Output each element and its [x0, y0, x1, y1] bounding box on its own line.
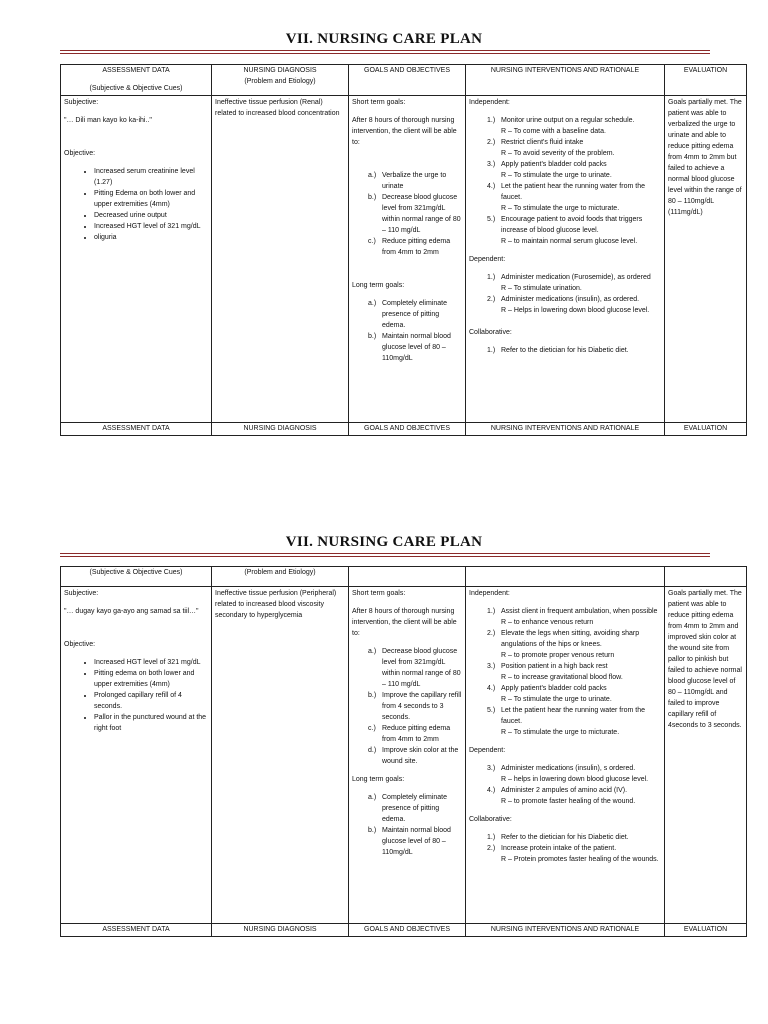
short-term-list [352, 646, 462, 767]
footer-row [61, 423, 747, 436]
header-subtext: (Problem and Etiology) [244, 569, 316, 576]
intervention-number: 4.) [487, 685, 496, 692]
objective-item: • Prolonged capillary refill of 4 seconds. [94, 690, 208, 712]
footer-cell: GOALS AND OBJECTIVES [349, 423, 466, 436]
intervention-text: Restrict client's fluid intake [501, 139, 584, 146]
intervention-text: Encourage patient to avoid foods that triggers increase of blood glucose level. [501, 216, 643, 234]
goal-item [352, 745, 462, 767]
title-rule-2b [60, 556, 710, 557]
objective-item: • Increased HGT level of 321 mg/dL [94, 221, 208, 232]
goal-marker: b.) [368, 692, 377, 699]
goal-item [352, 723, 462, 745]
dependent-label: Dependent: [469, 256, 506, 263]
intervention-number: 3.) [487, 161, 496, 168]
intervention-text: Monitor urine output on a regular schedule. [501, 117, 635, 124]
goal-marker: a.) [368, 172, 377, 179]
objective-item: • Pitting Edema on both lower and upper extremities (4mm) [94, 188, 208, 210]
goal-text: Improve the capillary refill from 4 seconds to 3 seconds. [382, 692, 462, 721]
subjective-quote: "… Dili man kayo ko ka-ihi.." [64, 117, 152, 124]
header-subtext: (Problem and Etiology) [244, 78, 316, 85]
goal-text: Reduce pitting edema from 4mm to 2mm [382, 725, 451, 743]
intervention-number: 5.) [487, 216, 496, 223]
goal-text: Reduce pitting edema from 4mm to 2mm [382, 238, 451, 256]
intervention-number: 1.) [487, 608, 496, 615]
footer-cell: NURSING INTERVENTIONS AND RATIONALE [466, 924, 665, 937]
intervention-text: Apply patient's bladder cold packs [501, 685, 607, 692]
long-term-list [352, 792, 462, 858]
long-term-label: Long term goals: [352, 776, 405, 783]
short-term-label: Short term goals: [352, 590, 406, 597]
goals-cell [349, 96, 466, 423]
intervention-number: 2.) [487, 630, 496, 637]
intervention-item [469, 785, 661, 807]
independent-label: Independent: [469, 590, 510, 597]
goal-text: Maintain normal blood glucose level of 80 – 110mg/dL [382, 333, 451, 362]
diagnosis-cell [212, 96, 349, 423]
goal-marker: a.) [368, 794, 377, 801]
independent-list [469, 115, 661, 247]
footer-cell: NURSING DIAGNOSIS [212, 924, 349, 937]
subjective-quote: "… dugay kayo ga-ayo ang samad sa tiil…" [64, 608, 199, 615]
diagnosis-text: Ineffective tissue perfusion (Renal) related to increased blood concentration [215, 99, 340, 117]
footer-cell: EVALUATION [665, 423, 747, 436]
intervention-item [469, 345, 661, 356]
footer-cell: GOALS AND OBJECTIVES [349, 924, 466, 937]
interventions-cell [466, 587, 665, 924]
header-cell-evaluation [665, 65, 747, 96]
care-plan-table-2 [60, 566, 747, 937]
goal-marker: b.) [368, 333, 377, 340]
intervention-item [469, 832, 661, 843]
rationale-text: R – To stimulate the urge to micturate. [501, 205, 620, 212]
rationale-text: R – to maintain normal serum glucose level. [501, 238, 638, 245]
objective-item: • Increased HGT level of 321 mg/dL [94, 657, 208, 668]
long-term-list [352, 298, 462, 364]
goal-marker: b.) [368, 194, 377, 201]
intervention-number: 1.) [487, 834, 496, 841]
intervention-item [469, 159, 661, 181]
header-row [61, 65, 747, 96]
intervention-item [469, 661, 661, 683]
goal-marker: a.) [368, 648, 377, 655]
intervention-number: 5.) [487, 707, 496, 714]
goal-text: Completely eliminate presence of pitting edema. [382, 794, 447, 823]
dependent-list [469, 763, 661, 807]
evaluation-text: Goals partially met. The patient was able to reduce pitting edema from 4mm to 2mm and improved skin color at the wound site from pallor to pinkish but failed to achieve normal blood glucose level of 80 – 110mg/dL and failed to improve capillary refill of 4seconds to 3 seconds. [668, 590, 742, 729]
rationale-text: R – To avoid severity of the problem. [501, 150, 615, 157]
rationale-text: R – to promote proper venous return [501, 652, 615, 659]
intervention-number: 2.) [487, 845, 496, 852]
care-plan-table-1 [60, 64, 747, 436]
intervention-number: 2.) [487, 139, 496, 146]
goal-item [352, 690, 462, 723]
header-row [61, 567, 747, 587]
goal-item [352, 331, 462, 364]
objective-list [64, 166, 208, 243]
goal-item [352, 825, 462, 858]
footer-cell: ASSESSMENT DATA [61, 423, 212, 436]
rationale-text: R – to promote faster healing of the wound. [501, 798, 636, 805]
intervention-text: Refer to the dietician for his Diabetic diet. [501, 347, 629, 354]
evaluation-text: Goals partially met. The patient was able to verbalized the urge to urinate and able to reduce pitting edema from 4mm to 2mm but failed to achieve a normal blood glucose level within the range of 80 – 110mg/dL (111mg/dL) [668, 99, 742, 216]
intervention-item [469, 683, 661, 705]
diagnosis-cell [212, 587, 349, 924]
intervention-text: Increase protein intake of the patient. [501, 845, 617, 852]
goal-item [352, 298, 462, 331]
independent-list [469, 606, 661, 738]
header-text: EVALUATION [683, 67, 728, 74]
header-text: GOALS AND OBJECTIVES [364, 67, 450, 74]
objective-list [64, 657, 208, 734]
intervention-number: 4.) [487, 183, 496, 190]
header-cell-assessment [61, 65, 212, 96]
goal-marker: b.) [368, 827, 377, 834]
assessment-cell [61, 587, 212, 924]
intervention-number: 3.) [487, 663, 496, 670]
page-title-1: VII. NURSING CARE PLAN [285, 31, 483, 47]
header-text: NURSING DIAGNOSIS [243, 67, 317, 74]
goals-cell [349, 587, 466, 924]
intervention-text: Refer to the dietician for his Diabetic diet. [501, 834, 629, 841]
intervention-text: Let the patient hear the running water from the faucet. [501, 707, 645, 725]
rationale-text: R – Protein promotes faster healing of the wounds. [501, 856, 659, 863]
rationale-text: R – helps in lowering down blood glucose level. [501, 776, 649, 783]
goal-marker: c.) [368, 725, 376, 732]
rationale-text: R – To stimulate urination. [501, 285, 582, 292]
intervention-text: Position patient in a high back rest [501, 663, 608, 670]
intervention-item [469, 294, 661, 316]
rationale-text: R – Helps in lowering down blood glucose level. [501, 307, 650, 314]
header-cell-goals [349, 65, 466, 96]
header-text: NURSING INTERVENTIONS AND RATIONALE [490, 67, 640, 74]
header-cell-diagnosis [212, 65, 349, 96]
header-subtext: (Subjective & Objective Cues) [89, 569, 183, 576]
header-subtext: (Subjective & Objective Cues) [89, 85, 183, 92]
intervention-number: 1.) [487, 117, 496, 124]
rationale-text: R – To stimulate the urge to micturate. [501, 729, 620, 736]
objective-label: Objective: [64, 641, 96, 648]
header-cell-goals [349, 567, 466, 587]
goal-text: Decrease blood glucose level from 321mg/dL within normal range of 80 – 110 mg/dL [382, 648, 461, 688]
rationale-text: R – To come with a baseline data. [501, 128, 606, 135]
intervention-number: 1.) [487, 274, 496, 281]
rationale-text: R – to increase gravitational blood flow. [501, 674, 623, 681]
intervention-text: Apply patient's bladder cold packs [501, 161, 607, 168]
goal-marker: c.) [368, 238, 376, 245]
footer-cell: EVALUATION [665, 924, 747, 937]
intervention-item [469, 115, 661, 137]
objective-item: • Decreased urine output [94, 210, 208, 221]
intervention-number: 3.) [487, 765, 496, 772]
rationale-text: R – to enhance venous return [501, 619, 594, 626]
collaborative-list [469, 345, 661, 356]
goal-item [352, 236, 462, 258]
intervention-item [469, 705, 661, 738]
long-term-label: Long term goals: [352, 282, 405, 289]
intervention-item [469, 272, 661, 294]
header-cell-assessment [61, 567, 212, 587]
page-title-2: VII. NURSING CARE PLAN [285, 534, 483, 550]
goal-item [352, 192, 462, 236]
collaborative-label: Collaborative: [469, 816, 512, 823]
goal-text: Completely eliminate presence of pitting edema. [382, 300, 447, 329]
header-text: ASSESSMENT DATA [102, 67, 170, 74]
subjective-label: Subjective: [64, 590, 99, 597]
objective-item: • Increased serum creatinine level (1.27) [94, 166, 208, 188]
diagnosis-text: Ineffective tissue perfusion (Peripheral) related to increased blood viscosity secondary to hyperglycemia [215, 590, 337, 619]
intervention-text: Assist client in frequent ambulation, when possible [501, 608, 658, 615]
intervention-item [469, 628, 661, 661]
header-cell-evaluation [665, 567, 747, 587]
title-rule-2a [60, 553, 710, 554]
intervention-text: Administer 2 ampules of amino acid (IV). [501, 787, 628, 794]
collaborative-label: Collaborative: [469, 329, 512, 336]
short-term-list [352, 170, 462, 258]
intervention-text: Administer medications (insulin), s ordered. [501, 765, 636, 772]
goal-text: Decrease blood glucose level from 321mg/dL within normal range of 80 – 110 mg/dL [382, 194, 461, 234]
intervention-text: Let the patient hear the running water from the faucet. [501, 183, 645, 201]
header-cell-interventions [466, 65, 665, 96]
goal-item [352, 792, 462, 825]
interventions-cell [466, 96, 665, 423]
goals-intro: After 8 hours of thorough nursing intervention, the client will be able to: [352, 608, 457, 637]
objective-label: Objective: [64, 150, 96, 157]
rationale-text: R – To stimulate the urge to urinate. [501, 696, 612, 703]
goal-marker: d.) [368, 747, 377, 754]
footer-cell: NURSING INTERVENTIONS AND RATIONALE [466, 423, 665, 436]
goal-item [352, 170, 462, 192]
title-rule-1b [60, 53, 710, 54]
assessment-cell [61, 96, 212, 423]
body-row [61, 587, 747, 924]
header-cell-diagnosis [212, 567, 349, 587]
goal-text: Improve skin color at the wound site. [382, 747, 459, 765]
objective-item: • oliguria [94, 232, 208, 243]
evaluation-cell [665, 587, 747, 924]
header-cell-interventions [466, 567, 665, 587]
intervention-text: Elevate the legs when sitting, avoiding sharp angulations of the hips or knees. [501, 630, 640, 648]
intervention-number: 4.) [487, 787, 496, 794]
footer-row [61, 924, 747, 937]
intervention-text: Administer medications (insulin), as ordered. [501, 296, 640, 303]
short-term-label: Short term goals: [352, 99, 406, 106]
goals-intro: After 8 hours of thorough nursing intervention, the client will be able to: [352, 117, 457, 146]
dependent-list [469, 272, 661, 316]
title-rule-1a [60, 50, 710, 51]
intervention-item [469, 606, 661, 628]
footer-cell: NURSING DIAGNOSIS [212, 423, 349, 436]
objective-item: • Pallor in the punctured wound at the right foot [94, 712, 208, 734]
goal-marker: a.) [368, 300, 377, 307]
intervention-number: 1.) [487, 347, 496, 354]
intervention-number: 2.) [487, 296, 496, 303]
intervention-item [469, 763, 661, 785]
intervention-item [469, 181, 661, 214]
body-row [61, 96, 747, 423]
evaluation-cell [665, 96, 747, 423]
intervention-item [469, 843, 661, 865]
dependent-label: Dependent: [469, 747, 506, 754]
collaborative-list [469, 832, 661, 865]
independent-label: Independent: [469, 99, 510, 106]
objective-item: • Pitting edema on both lower and upper extremities (4mm) [94, 668, 208, 690]
intervention-item [469, 137, 661, 159]
subjective-label: Subjective: [64, 99, 99, 106]
footer-cell: ASSESSMENT DATA [61, 924, 212, 937]
rationale-text: R – To stimulate the urge to urinate. [501, 172, 612, 179]
goal-text: Maintain normal blood glucose level of 80 – 110mg/dL [382, 827, 451, 856]
goal-text: Verbalize the urge to urinate [382, 172, 447, 190]
goal-item [352, 646, 462, 690]
intervention-item [469, 214, 661, 247]
intervention-text: Administer medication (Furosemide), as ordered [501, 274, 651, 281]
